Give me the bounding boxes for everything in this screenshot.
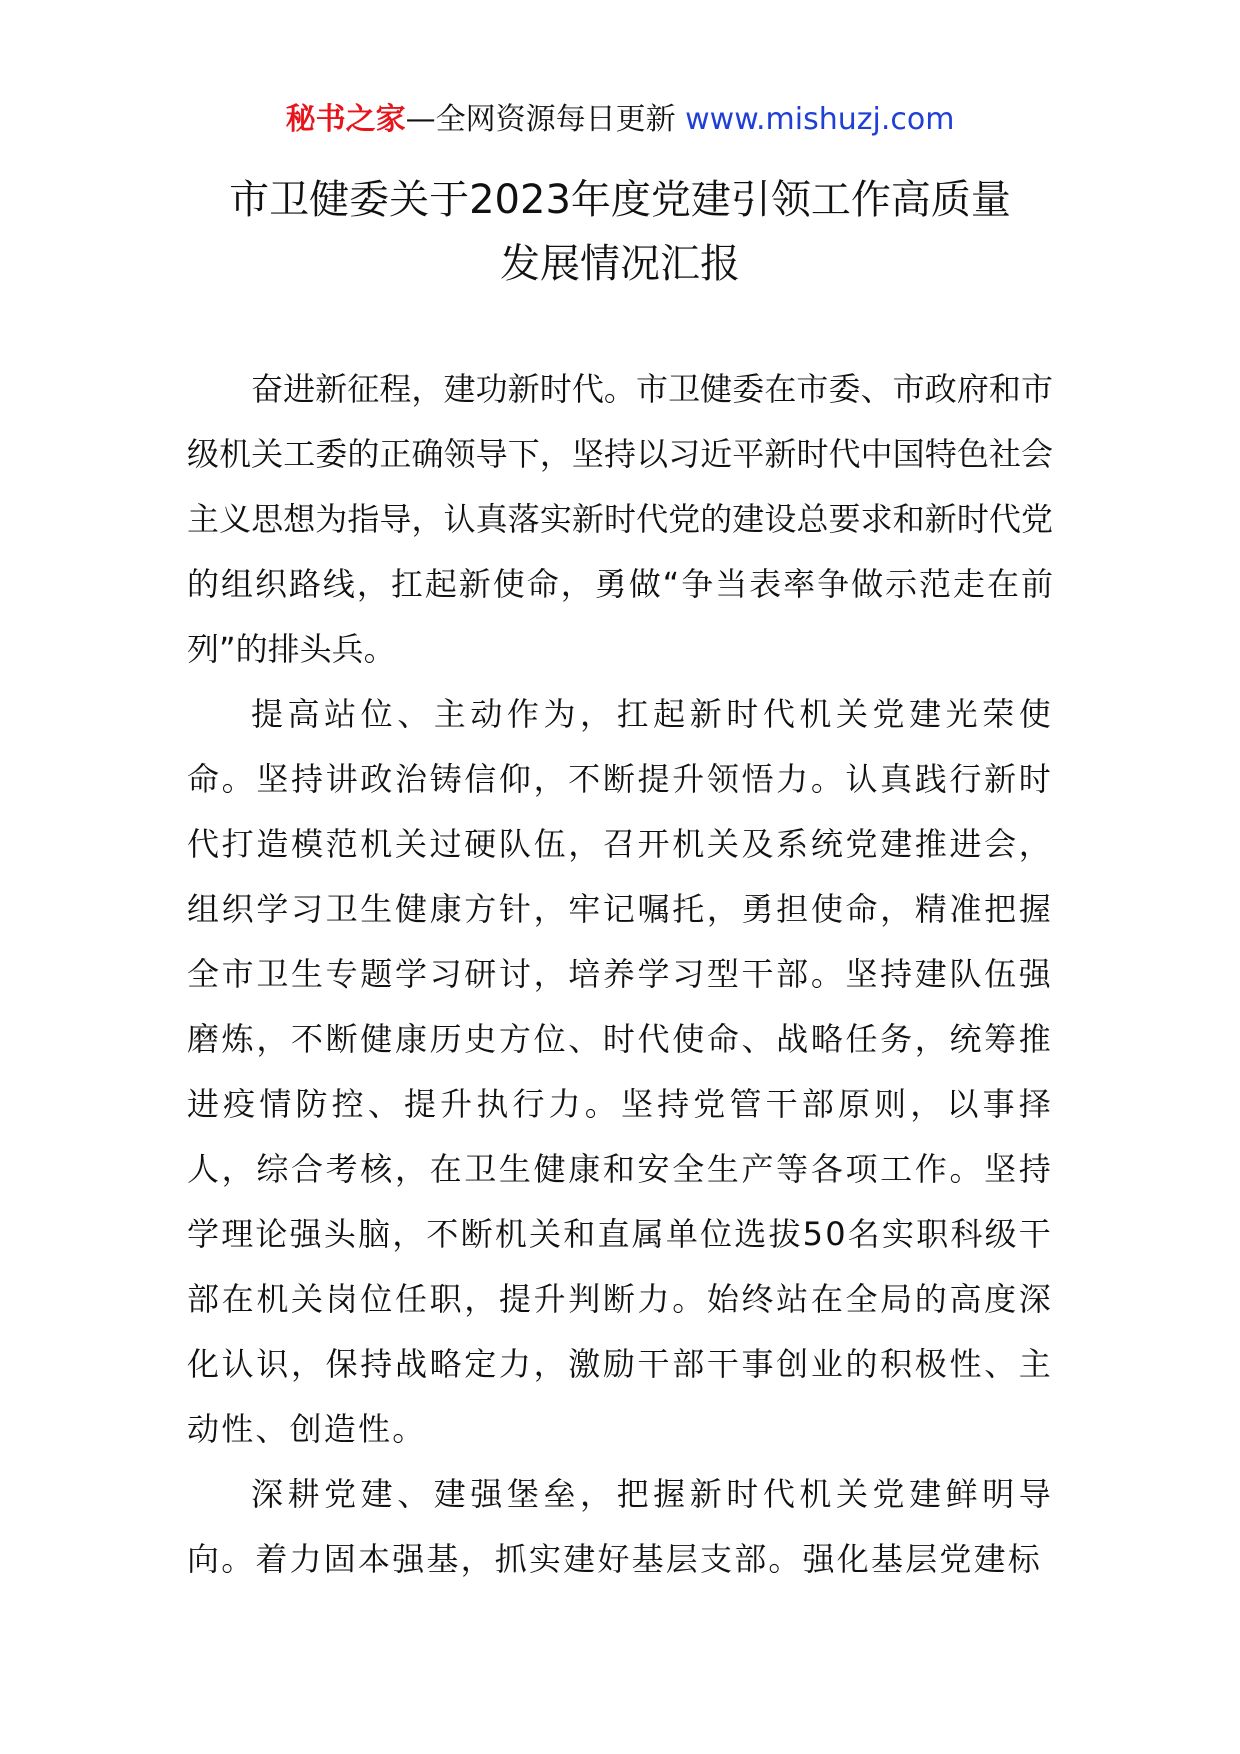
header-tagline: —全网资源每日更新 (405, 102, 676, 137)
paragraph-2: 提高站位、主动作为，扛起新时代机关党建光荣使命。坚持讲政治铸信仰，不断提升领悟力。认真践行新时代打造模范机关过硬队伍，召开机关及系统党建推进会，组织学习卫生健康方针，牢记嘱托，勇担使命，精准把握全市卫生专题学习研讨，培养学习型干部。坚持建队伍强磨炼，不断健康历史方位、时代使命、战略任务，统筹推进疫情防控、提升执行力。坚持党管干部原则，以事择人，综合考核，在卫生健康和安全生产等各项工作。坚持学理论强头脑，不断机关和直属单位选拔50名实职科级干部在机关岗位任职，提升判断力。始终站在全局的高度深化认识，保持战略定力，激励干部干事创业的积极性、主动性、创造性。 (187, 695, 1053, 1448)
title-line-2: 发展情况汇报 (500, 241, 740, 287)
site-url-link[interactable]: www.mishuzj.com (685, 102, 955, 137)
title-line-1: 市卫健委关于2023年度党建引领工作高质量 (229, 177, 1011, 223)
paragraph-3: 深耕党建、建强堡垒，把握新时代机关党建鲜明导向。着力固本强基，抓实建好基层支部。强化基层党建标 (187, 1475, 1053, 1578)
brand-name: 秘书之家 (285, 102, 406, 137)
site-header (0, 100, 1240, 140)
paragraph-1: 奋进新征程，建功新时代。市卫健委在市委、市政府和市级机关工委的正确领导下，坚持以习近平新时代中国特色社会主义思想为指导，认真落实新时代党的建设总要求和新时代党的组织路线，扛起新使命，勇做“争当表率争做示范走在前列”的排头兵。 (187, 370, 1053, 668)
document-body (187, 357, 1053, 1592)
document-title (0, 168, 1240, 296)
